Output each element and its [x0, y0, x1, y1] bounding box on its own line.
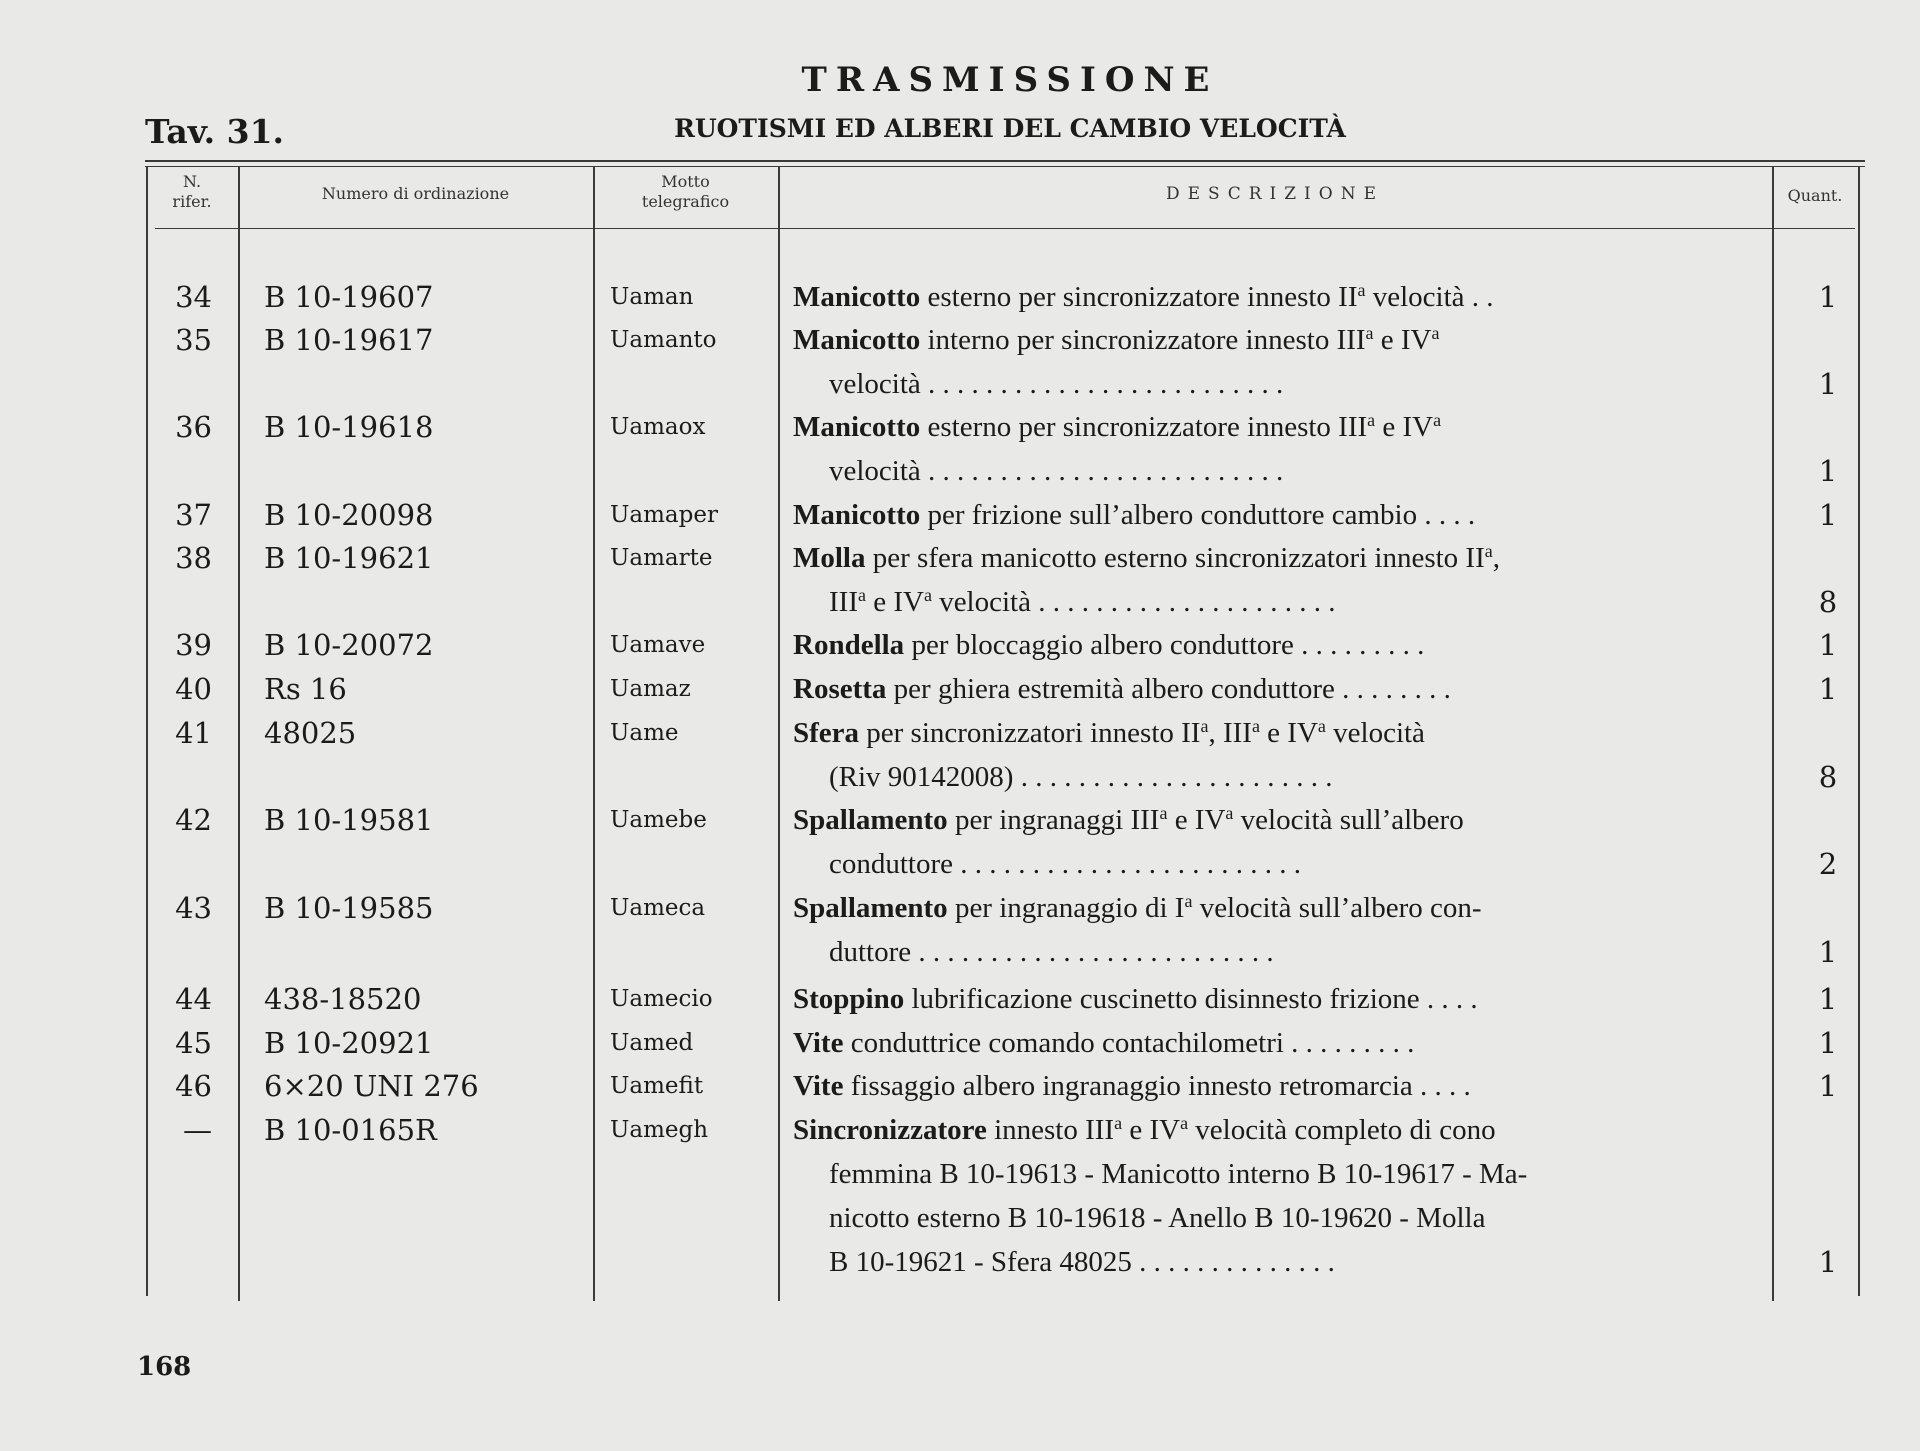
- quantity: 1: [1818, 1026, 1838, 1060]
- description-text: per sfera manicotto esterno sincronizzatori innesto II: [865, 542, 1485, 574]
- quantity: 1: [1818, 982, 1838, 1016]
- item-name: Manicotto: [793, 281, 921, 313]
- description-text: III: [829, 586, 858, 618]
- ordinal-mark: a: [1225, 803, 1234, 824]
- description-text: e IV: [1259, 717, 1318, 749]
- description-text: lubrificazione cuscinetto disinnesto frizione . . . .: [904, 983, 1478, 1015]
- description: [793, 1064, 1753, 1108]
- telegraphic-code: Uamaper: [610, 502, 718, 528]
- description-text: per ingranaggi III: [947, 804, 1160, 836]
- description-text: velocità . .: [1365, 281, 1494, 313]
- ref-number: 43: [175, 891, 212, 925]
- ref-number: 46: [175, 1069, 212, 1103]
- quantity: 1: [1818, 1245, 1838, 1279]
- description-text: velocità sull’albero con-: [1192, 892, 1482, 924]
- order-number: B 10-19618: [264, 410, 434, 444]
- ordinal-mark: a: [857, 585, 866, 606]
- header-motto: [595, 172, 776, 212]
- description: [793, 711, 1753, 799]
- header-order-number: Numero di ordinazione: [321, 184, 510, 203]
- description-text: , III: [1208, 717, 1252, 749]
- description: [793, 623, 1753, 667]
- quantity: 1: [1818, 935, 1838, 969]
- column-divider: [593, 166, 595, 1301]
- description: [793, 667, 1753, 711]
- telegraphic-code: Uamecio: [610, 986, 713, 1012]
- header-motto-line1: Motto: [661, 172, 710, 191]
- description-text: ,: [1492, 542, 1500, 574]
- ref-number: 42: [175, 803, 212, 837]
- order-number: B 10-19617: [264, 323, 434, 357]
- item-name: Spallamento: [793, 804, 948, 836]
- quantity: 1: [1818, 280, 1838, 314]
- description-text: velocità sull’albero: [1233, 804, 1464, 836]
- quantity: 1: [1818, 498, 1838, 532]
- telegraphic-code: Uamed: [610, 1030, 694, 1056]
- telegraphic-code: Uamefit: [610, 1073, 704, 1099]
- ordinal-mark: a: [1159, 803, 1168, 824]
- ref-number: 40: [175, 672, 212, 706]
- description-continuation: duttore . . . . . . . . . . . . . . . . . . . . . . . . .: [829, 936, 1274, 968]
- description-text: e IV: [1373, 324, 1432, 356]
- description-text: esterno per sincronizzatore innesto II: [920, 281, 1358, 313]
- item-name: Rosetta: [793, 673, 887, 705]
- quantity: 1: [1818, 1069, 1838, 1103]
- ref-number: 36: [175, 410, 212, 444]
- quantity: 1: [1818, 454, 1838, 488]
- quantity: 1: [1818, 367, 1838, 401]
- description-continuation: B 10-19621 - Sfera 48025 . . . . . . . . . . . . . .: [829, 1246, 1335, 1278]
- header-quantity: Quant.: [1787, 186, 1843, 205]
- header-ref-line2: rifer.: [172, 192, 212, 211]
- header-ref: [148, 172, 236, 212]
- telegraphic-code: Uamebe: [610, 807, 707, 833]
- ordinal-mark: a: [1180, 1113, 1189, 1134]
- table-top-rule-2: [145, 166, 1865, 167]
- order-number: B 10-20072: [264, 628, 434, 662]
- description-text: per frizione sull’albero conduttore cambio . . . .: [920, 499, 1476, 531]
- ref-number: 37: [175, 498, 212, 532]
- ordinal-mark: a: [1367, 410, 1376, 431]
- telegraphic-code: Uamaox: [610, 414, 706, 440]
- ordinal-mark: a: [1357, 280, 1366, 301]
- order-number: B 10-20098: [264, 498, 434, 532]
- telegraphic-code: Uamanto: [610, 327, 717, 353]
- telegraphic-code: Uame: [610, 720, 679, 746]
- description-text: velocità . . . . . . . . . . . . . . . . . . . . .: [931, 586, 1336, 618]
- order-number: Rs 16: [264, 672, 347, 706]
- item-name: Manicotto: [793, 324, 921, 356]
- description: [793, 886, 1753, 974]
- order-number: B 10-0165R: [264, 1113, 437, 1147]
- item-name: Rondella: [793, 629, 905, 661]
- plate-number: Tav. 31.: [145, 112, 285, 151]
- order-number: B 10-19621: [264, 541, 434, 575]
- order-number: 438-18520: [264, 982, 422, 1016]
- description: [793, 318, 1753, 406]
- description-continuation: femmina B 10-19613 - Manicotto interno B 10-19617 - Ma-: [829, 1158, 1528, 1190]
- item-name: Vite: [793, 1027, 844, 1059]
- ref-number: 34: [175, 280, 212, 314]
- ordinal-mark: a: [1114, 1113, 1123, 1134]
- description: [793, 493, 1753, 537]
- description-continuation: velocità . . . . . . . . . . . . . . . . . . . . . . . . .: [829, 455, 1284, 487]
- ordinal-mark: a: [1431, 323, 1440, 344]
- column-divider: [1772, 166, 1774, 1301]
- header-description: DESCRIZIONE: [1166, 184, 1384, 204]
- ref-number: —: [183, 1113, 212, 1147]
- description-text: innesto III: [986, 1114, 1115, 1146]
- description-text: velocità: [1325, 717, 1425, 749]
- item-name: Molla: [793, 542, 866, 574]
- item-name: Spallamento: [793, 892, 948, 924]
- ref-number: 44: [175, 982, 212, 1016]
- item-name: Stoppino: [793, 983, 905, 1015]
- description-text: e IV: [1375, 411, 1434, 443]
- item-name: Sincronizzatore: [793, 1114, 987, 1146]
- item-name: Manicotto: [793, 411, 921, 443]
- ref-number: 35: [175, 323, 212, 357]
- column-divider: [238, 166, 240, 1301]
- ordinal-mark: a: [1433, 410, 1442, 431]
- ordinal-mark: a: [1251, 716, 1260, 737]
- description-continuation: (Riv 90142008) . . . . . . . . . . . . . . . . . . . . . .: [829, 761, 1333, 793]
- order-number: B 10-19581: [264, 803, 434, 837]
- description: [793, 275, 1753, 319]
- description: [793, 405, 1753, 493]
- item-name: Vite: [793, 1070, 844, 1102]
- description-text: esterno per sincronizzatore innesto III: [920, 411, 1368, 443]
- description: [793, 1108, 1753, 1284]
- telegraphic-code: Uaman: [610, 284, 694, 310]
- ref-number: 45: [175, 1026, 212, 1060]
- order-number: B 10-19585: [264, 891, 434, 925]
- item-name: Sfera: [793, 717, 860, 749]
- description-continuation: conduttore . . . . . . . . . . . . . . . . . . . . . . . .: [829, 848, 1302, 880]
- column-divider: [1858, 166, 1860, 1296]
- description-continuation: nicotto esterno B 10-19618 - Anello B 10-19620 - Molla: [829, 1202, 1486, 1234]
- telegraphic-code: Uamarte: [610, 545, 713, 571]
- quantity: 8: [1818, 585, 1838, 619]
- description: [793, 1021, 1753, 1065]
- header-motto-line2: telegrafico: [641, 192, 730, 211]
- description-text: fissaggio albero ingranaggio innesto retromarcia . . . .: [843, 1070, 1471, 1102]
- description-continuation: velocità . . . . . . . . . . . . . . . . . . . . . . . . .: [829, 368, 1284, 400]
- ordinal-mark: a: [1317, 716, 1326, 737]
- ref-number: 41: [175, 716, 212, 750]
- quantity: 2: [1818, 847, 1838, 881]
- telegraphic-code: Uamegh: [610, 1117, 709, 1143]
- description: [793, 536, 1753, 624]
- description-text: e IV: [865, 586, 924, 618]
- ref-number: 39: [175, 628, 212, 662]
- telegraphic-code: Uamave: [610, 632, 706, 658]
- description: [793, 798, 1753, 886]
- telegraphic-code: Uamaz: [610, 676, 691, 702]
- description-text: interno per sincronizzatore innesto III: [920, 324, 1366, 356]
- table-top-rule: [145, 160, 1865, 162]
- ordinal-mark: a: [1184, 891, 1193, 912]
- description-text: e IV: [1122, 1114, 1181, 1146]
- ordinal-mark: a: [1365, 323, 1374, 344]
- description-text: per ghiera estremità albero conduttore . . . . . . . .: [886, 673, 1451, 705]
- order-number: 6×20 UNI 276: [264, 1069, 479, 1103]
- description-text: per sincronizzatori innesto II: [859, 717, 1201, 749]
- page-number: 168: [137, 1352, 192, 1382]
- order-number: 48025: [264, 716, 357, 750]
- column-divider: [778, 166, 780, 1301]
- description-text: velocità completo di cono: [1188, 1114, 1496, 1146]
- header-ref-line1: N.: [182, 172, 202, 191]
- description-text: per ingranaggio di I: [947, 892, 1185, 924]
- page-subtitle: RUOTISMI ED ALBERI DEL CAMBIO VELOCITÀ: [674, 114, 1346, 143]
- description: [793, 977, 1753, 1021]
- quantity: 8: [1818, 760, 1838, 794]
- description-text: e IV: [1167, 804, 1226, 836]
- header-bottom-rule: [155, 228, 1855, 229]
- ordinal-mark: a: [923, 585, 932, 606]
- description-text: conduttrice comando contachilometri . . . . . . . . .: [843, 1027, 1415, 1059]
- ordinal-mark: a: [1200, 716, 1209, 737]
- ref-number: 38: [175, 541, 212, 575]
- quantity: 1: [1818, 672, 1838, 706]
- telegraphic-code: Uameca: [610, 895, 706, 921]
- item-name: Manicotto: [793, 499, 921, 531]
- quantity: 1: [1818, 628, 1838, 662]
- description-continuation: [793, 580, 1753, 624]
- order-number: B 10-19607: [264, 280, 434, 314]
- order-number: B 10-20921: [264, 1026, 434, 1060]
- description-text: per bloccaggio albero conduttore . . . . . . . . .: [904, 629, 1425, 661]
- page-title: TRASMISSIONE: [801, 60, 1219, 100]
- ordinal-mark: a: [1484, 541, 1493, 562]
